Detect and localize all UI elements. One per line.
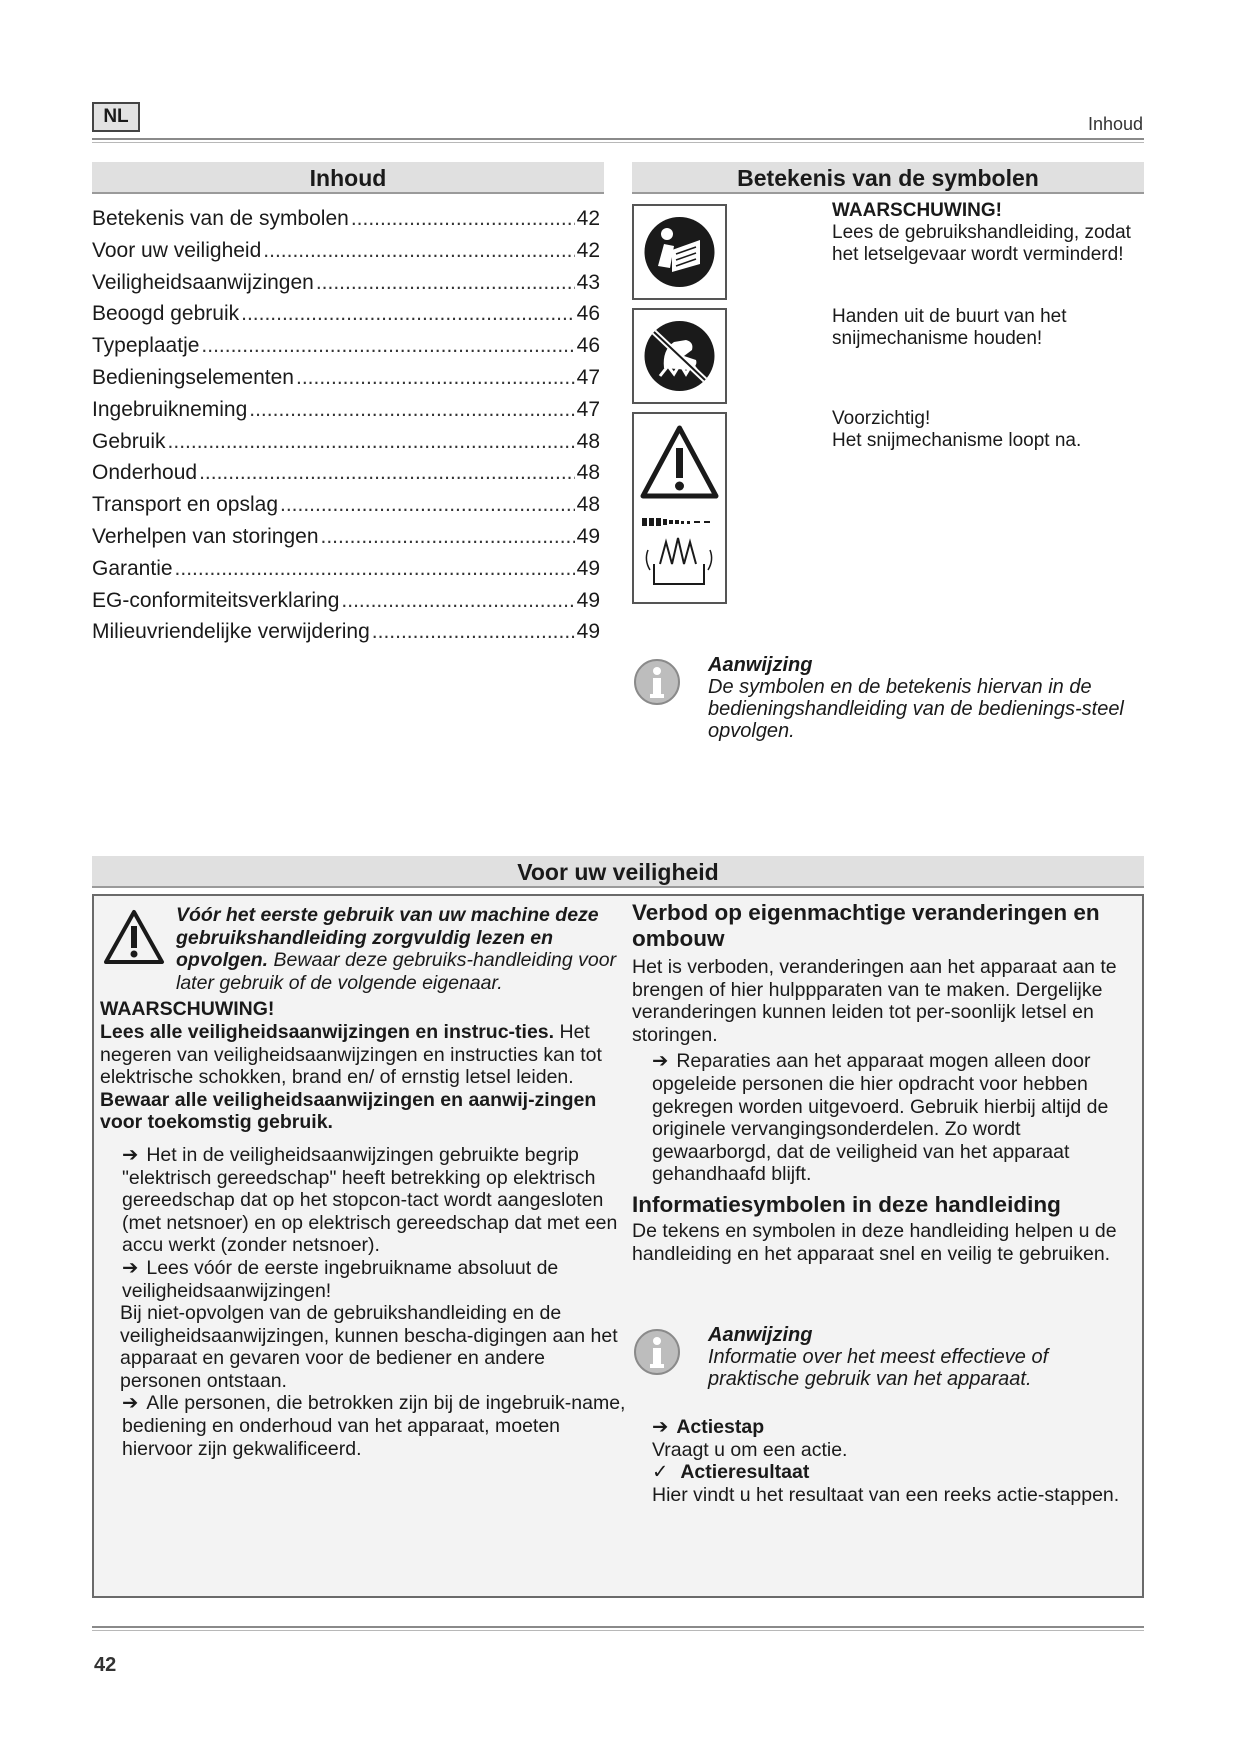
toc-entry-page: 49	[576, 556, 600, 580]
toc-entry-label: Verhelpen van storingen	[92, 524, 319, 548]
heading-info-symbols: Informatiesymbolen in deze handleiding	[632, 1191, 1061, 1217]
action-result-title: Actieresultaat	[680, 1461, 810, 1484]
toc-entry-label: Transport en opslag	[92, 493, 278, 517]
heading-modifications: Verbod op eigenmachtige veranderingen en ombouw	[632, 900, 1100, 951]
toc-entry-page: 42	[576, 238, 600, 262]
read-manual-icon	[634, 206, 725, 298]
toc-leader-dots	[201, 330, 574, 362]
toc-title: Inhoud	[92, 162, 604, 194]
toc-entry	[92, 457, 600, 489]
usage-note	[708, 1324, 1138, 1390]
first-use-warning	[100, 904, 630, 994]
usage-note-title: Aanwijzing	[708, 1324, 813, 1346]
toc-leader-dots	[351, 203, 575, 235]
arrow-icon: ➔	[652, 1416, 669, 1438]
toc-entry	[92, 426, 600, 458]
note-title: Aanwijzing	[708, 654, 813, 676]
toc-entry	[92, 362, 600, 394]
bullet-repairs	[632, 1050, 1132, 1186]
checkmark-icon: ✓	[652, 1461, 669, 1484]
table-of-contents	[92, 203, 600, 648]
action-result-text: Hier vindt u het resultaat van een reeks actie-stappen.	[652, 1483, 1120, 1506]
toc-entry	[92, 616, 600, 648]
toc-leader-dots	[296, 362, 575, 394]
footer-rule-thin	[92, 1630, 1144, 1631]
toc-entry-page: 48	[576, 493, 600, 517]
symbol-1-title: WAARSCHUWING!	[832, 200, 1002, 221]
toc-entry	[92, 489, 600, 521]
toc-entry-page: 49	[576, 620, 600, 644]
read-manual-symbol	[632, 204, 727, 300]
toc-entry-label: Milieuvriendelijke verwijdering	[92, 620, 370, 644]
toc-leader-dots	[168, 426, 575, 458]
toc-entry-page: 46	[576, 334, 600, 358]
repairs-text: Reparaties aan het apparaat mogen alleen door opgeleide personen die hier opdracht voor hebben gekregen worden uitgevoerd. Gebruik hierbij altijd de originele vervangingsonderdelen. Zo wordt gewaarborgd, dat de veiligheid van het apparaat gehandhaafd blijft.	[652, 1050, 1109, 1186]
toc-entry-label: Betekenis van de symbolen	[92, 207, 349, 230]
action-step-title: Actiestap	[676, 1416, 765, 1438]
toc-entry-page: 49	[576, 588, 600, 612]
arrow-icon: ➔	[652, 1050, 669, 1073]
bullet-qualified	[100, 1392, 630, 1460]
toc-entry	[92, 553, 600, 585]
toc-entry-page: 42	[576, 207, 600, 230]
arrow-icon: ➔	[122, 1256, 139, 1279]
caution-symbol	[632, 412, 727, 604]
header-title: Inhoud	[1087, 114, 1143, 134]
symbol-2-text: Handen uit de buurt van het snijmechanisme houden!	[832, 306, 1067, 349]
toc-leader-dots	[241, 298, 575, 330]
usage-note-text: Informatie over het meest effectieve of praktische gebruik van het apparaat.	[708, 1346, 1049, 1390]
bullet-2-text: Lees vóór de eerste ingebruikname absoluut de veiligheidsaanwijzingen!	[122, 1256, 559, 1302]
toc-entry-label: Ingebruikneming	[92, 397, 248, 421]
toc-entry	[92, 585, 600, 617]
toc-leader-dots	[175, 553, 575, 585]
toc-entry-label: Garantie	[92, 556, 173, 580]
warning-label: WAARSCHUWING!	[100, 998, 275, 1021]
toc-leader-dots	[372, 616, 575, 648]
toc-entry	[92, 394, 600, 426]
warning-triangle-icon	[634, 414, 725, 602]
symbols-note	[708, 654, 1138, 742]
toc-entry	[92, 330, 600, 362]
toc-entry-label: EG-conformiteitsverklaring	[92, 588, 340, 612]
bullet-read-first	[100, 1257, 630, 1302]
toc-leader-dots	[249, 394, 574, 426]
toc-entry-page: 49	[576, 524, 600, 548]
toc-entry-label: Onderhoud	[92, 461, 198, 485]
toc-entry	[92, 203, 600, 235]
hands-away-symbol	[632, 308, 727, 404]
read-all-rest: Het negeren van veiligheidsaanwijzingen en instructies kan tot elektrische schokken, brand en/ of ernstig letsel leiden.	[100, 1020, 602, 1089]
toc-entry-label: Beoogd gebruik	[92, 302, 240, 326]
read-all-paragraph	[100, 1021, 630, 1089]
language-badge: NL	[92, 102, 140, 132]
toc-leader-dots	[263, 235, 574, 267]
toc-entry	[92, 298, 600, 330]
safety-right-column	[632, 900, 1132, 1265]
header-rule	[92, 138, 1144, 140]
toc-leader-dots	[321, 521, 575, 553]
header-rule-thin	[92, 142, 1144, 143]
arrow-icon: ➔	[122, 1392, 139, 1415]
no-hands-icon	[634, 310, 725, 402]
safety-title: Voor uw veiligheid	[92, 856, 1144, 888]
first-use-warning-rest: Bewaar deze gebruiks-handleiding voor later gebruik of de volgende eigenaar.	[176, 949, 617, 994]
symbols-title: Betekenis van de symbolen	[632, 162, 1144, 194]
page-number: 42	[94, 1654, 117, 1676]
toc-entry-label: Typeplaatje	[92, 334, 200, 358]
toc-entry-label: Bedieningselementen	[92, 365, 294, 389]
info-icon	[633, 1328, 681, 1376]
symbol-2-description	[832, 306, 1142, 350]
toc-entry-page: 48	[576, 429, 600, 453]
footer-rule	[92, 1626, 1144, 1628]
symbol-3-line1: Voorzichtig!	[832, 408, 931, 429]
toc-entry-page: 46	[576, 302, 600, 326]
modifications-text: Het is verboden, veranderingen aan het apparaat aan te brengen of hier hulppparaten van te maken. Dergelijke veranderingen kunnen leiden tot per-soonlijk letsel en storingen.	[632, 956, 1117, 1046]
first-use-warning-bold: Vóór het eerste gebruik van uw machine deze gebruikshandleiding zorgvuldig lezen en opvolgen.	[176, 904, 599, 972]
info-symbols-text: De tekens en symbolen in deze handleiding helpen u de handleiding en het apparaat snel en veilig te gebruiken.	[632, 1219, 1117, 1265]
action-step-text: Vraagt u om een actie.	[652, 1438, 848, 1461]
toc-entry-page: 48	[576, 461, 600, 485]
toc-entry	[92, 521, 600, 553]
toc-entry-page: 47	[576, 397, 600, 421]
action-result	[652, 1461, 1132, 1484]
symbol-3-line2: Het snijmechanisme loopt na.	[832, 430, 1082, 451]
bullet-3-text: Alle personen, die betrokken zijn bij de ingebruik-name, bediening en onderhoud van het apparaat, moeten hiervoor zijn gekwalificeerd.	[122, 1392, 626, 1460]
toc-entry-label: Voor uw veiligheid	[92, 238, 262, 262]
arrow-icon: ➔	[122, 1143, 139, 1166]
toc-leader-dots	[316, 267, 575, 299]
bullet-1-text: Het in de veiligheidsaanwijzingen gebruikte begrip "elektrisch gereedschap" heeft betrekking op elektrisch gereedschap dat op het stopcon-tact wordt aangesloten (met netsnoer) en op elektrisch gereedschap dat met een accu werkt (zonder netsnoer).	[122, 1143, 618, 1257]
toc-leader-dots	[199, 457, 575, 489]
symbol-3-description	[832, 408, 1142, 452]
toc-entry	[92, 235, 600, 267]
info-icon	[633, 658, 681, 706]
note-text: De symbolen en de betekenis hiervan in de bedieningshandleiding van de bedienings-steel opvolgen.	[708, 676, 1124, 742]
symbol-1-description	[832, 200, 1142, 266]
toc-entry	[92, 267, 600, 299]
toc-leader-dots	[280, 489, 575, 521]
toc-entry-label: Gebruik	[92, 429, 166, 453]
read-all-bold: Lees alle veiligheidsaanwijzingen en instruc-ties.	[100, 1020, 555, 1043]
safety-left-column	[100, 904, 630, 1460]
action-step	[652, 1416, 1132, 1439]
keep-instructions: Bewaar alle veiligheidsaanwijzingen en aanwij-zingen voor toekomstig gebruik.	[100, 1088, 597, 1134]
toc-leader-dots	[341, 585, 574, 617]
bullet-electric-tools	[100, 1144, 630, 1257]
toc-entry-label: Veiligheidsaanwijzingen	[92, 270, 314, 294]
symbol-1-text: Lees de gebruikshandleiding, zodat het letselgevaar wordt verminderd!	[832, 222, 1131, 265]
bullet-2-continuation: Bij niet-opvolgen van de gebruikshandleiding en de veiligheidsaanwijzingen, kunnen bescha-digingen aan het apparaat en gevaren voor de bediener en andere personen ontstaan.	[120, 1302, 618, 1392]
toc-entry-page: 47	[576, 365, 600, 389]
toc-entry-page: 43	[576, 270, 600, 294]
action-legend	[652, 1416, 1132, 1506]
